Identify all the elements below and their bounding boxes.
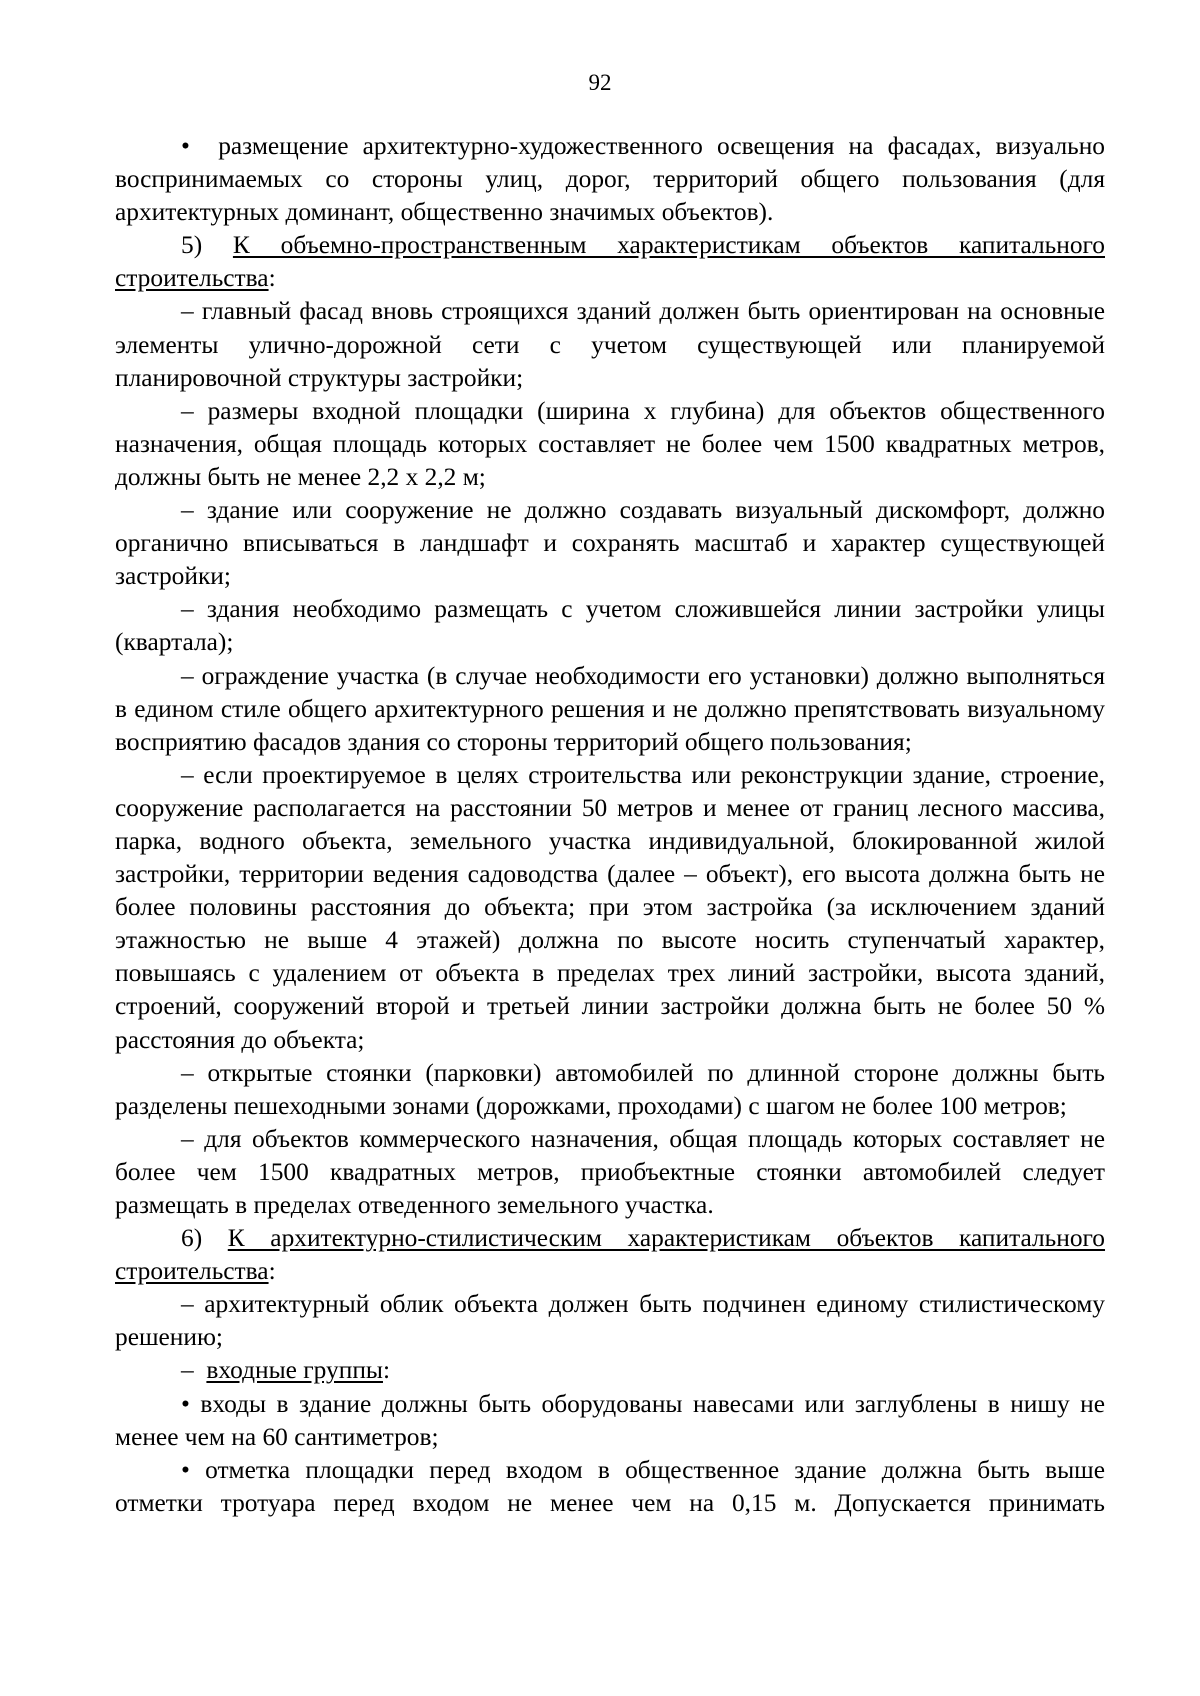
dash-marker: – bbox=[181, 661, 194, 690]
list-item-bullet bbox=[115, 130, 1105, 229]
section-number: 5) bbox=[181, 231, 233, 260]
heading-suffix: : bbox=[268, 264, 276, 293]
list-item-text: главный фасад вновь строящихся зданий должен быть ориентирован на основные элементы улично-дорожной сети с учетом существующей или планируемой планировочной структуры застройки; bbox=[115, 297, 1105, 392]
list-item-bullet bbox=[115, 1454, 1105, 1520]
bullet-marker: • bbox=[181, 132, 190, 160]
document-body bbox=[115, 130, 1105, 1520]
dash-marker: – bbox=[181, 595, 194, 624]
list-item-text: входы в здание должны быть оборудованы навесами или заглублены в нишу не менее чем на 60 сантиметров; bbox=[115, 1389, 1105, 1451]
section-number: 6) bbox=[181, 1224, 228, 1253]
section-heading bbox=[115, 229, 1105, 295]
list-item-dash bbox=[115, 759, 1105, 1057]
list-item-dash bbox=[115, 295, 1105, 394]
list-item-text: архитектурный облик объекта должен быть подчинен единому стилистическому решению; bbox=[115, 1290, 1105, 1352]
dash-marker: – bbox=[181, 1290, 194, 1319]
list-item-dash bbox=[115, 1057, 1105, 1123]
list-item-dash bbox=[115, 494, 1105, 593]
list-item-dash bbox=[115, 660, 1105, 759]
bullet-marker: • bbox=[181, 1455, 190, 1484]
heading-suffix: : bbox=[268, 1257, 276, 1286]
subheading-text: входные группы bbox=[206, 1356, 383, 1385]
dash-marker: – bbox=[181, 396, 194, 425]
list-item-text: размеры входной площадки (ширина х глубина) для объектов общественного назначения, общая площадь которых составляет не более чем 1500 квадратных метров, должны быть не менее 2,2 х 2,2 м; bbox=[115, 396, 1105, 491]
list-item-dash bbox=[115, 1123, 1105, 1222]
list-item-text: для объектов коммерческого назначения, общая площадь которых составляет не более чем 1500 квадратных метров, приобъектные стоянки автомобилей следует размещать в пределах отведенного земельного участка. bbox=[115, 1124, 1105, 1219]
list-item-dash-subheading bbox=[115, 1354, 1105, 1387]
list-item-text: если проектируемое в целях строительства или реконструкции здание, строение, сооружение располагается на расстоянии 50 метров и менее от границ лесного массива, парка, водного объекта, земельного участка индивидуальной, блокированной жилой застройки, территории ведения садоводства (далее – объект), его высота должна быть не более половины расстояния до объекта; при этом застройка (за исключением зданий этажностью не выше 4 этажей) должна по высоте носить ступенчатый характер, повышаясь с удалением от объекта в пределах трех линий застройки, высота зданий, строений, сооружений второй и третьей линии застройки должна быть не более 50 % расстояния до объекта; bbox=[115, 760, 1105, 1054]
list-item-bullet bbox=[115, 1388, 1105, 1454]
bullet-marker: • bbox=[181, 1389, 190, 1418]
list-item-text: здание или сооружение не должно создавать визуальный дискомфорт, должно органично вписываться в ландшафт и сохранять масштаб и характер существующей застройки; bbox=[115, 496, 1105, 591]
section-heading-text: К архитектурно-стилистическим характеристикам объектов капитального строительства bbox=[115, 1224, 1106, 1286]
list-item-dash bbox=[115, 593, 1105, 659]
dash-marker: – bbox=[181, 496, 194, 525]
dash-marker: – bbox=[181, 1124, 194, 1153]
section-heading bbox=[115, 1222, 1105, 1288]
dash-marker: – bbox=[181, 1058, 194, 1087]
list-item-text: ограждение участка (в случае необходимости его установки) должно выполняться в едином стиле общего архитектурного решения и не должно препятствовать визуальному восприятию фасадов здания со стороны территорий общего пользования; bbox=[115, 661, 1105, 756]
list-item-text: отметка площадки перед входом в общественное здание должна быть выше отметки тротуара перед входом не менее чем на 0,15 м. Допускается принимать bbox=[115, 1455, 1105, 1517]
list-item-dash bbox=[115, 1288, 1105, 1354]
list-item-text: здания необходимо размещать с учетом сложившейся линии застройки улицы (квартала); bbox=[115, 595, 1105, 657]
dash-marker: – bbox=[181, 297, 194, 326]
dash-marker: – bbox=[181, 760, 194, 789]
heading-suffix: : bbox=[382, 1356, 391, 1385]
list-item-text: открытые стоянки (парковки) автомобилей по длинной стороне должны быть разделены пешеходными зонами (дорожками, проходами) с шагом не более 100 метров; bbox=[115, 1058, 1105, 1120]
page-number: 92 bbox=[588, 70, 612, 95]
list-item-dash bbox=[115, 395, 1105, 494]
section-heading-text: К объемно-пространственным характеристикам объектов капитального строительства bbox=[115, 231, 1105, 293]
list-item-text: размещение архитектурно-художественного освещения на фасадах, визуально воспринимаемых со стороны улиц, дорог, территорий общего пользования (для архитектурных доминант, общественно значимых объектов). bbox=[115, 132, 1105, 227]
dash-marker: – bbox=[181, 1356, 194, 1385]
